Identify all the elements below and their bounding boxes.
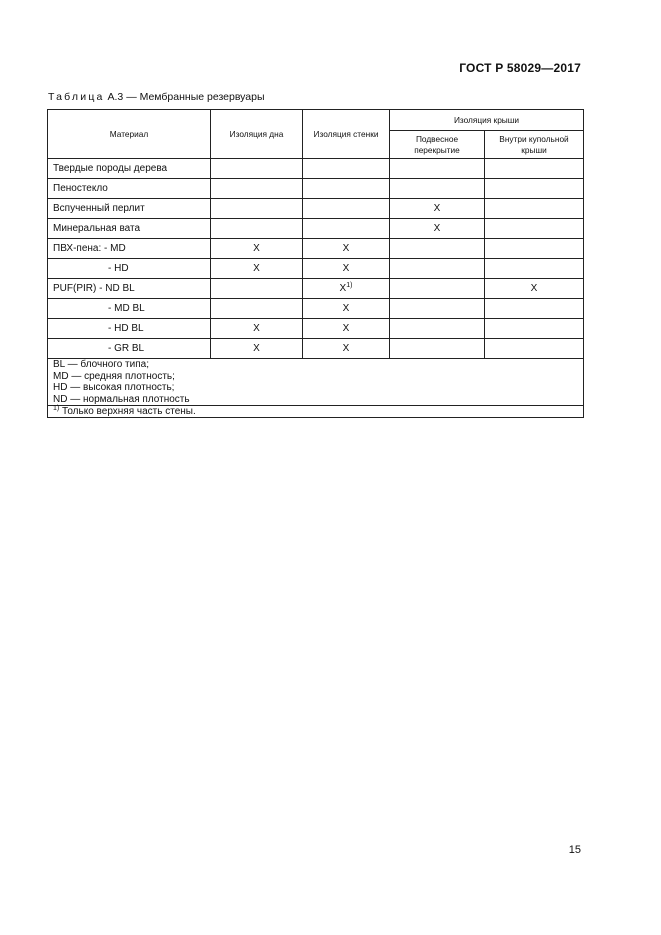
table-row	[48, 239, 584, 259]
cell-wall	[303, 339, 390, 359]
legend-line: HD — высокая плотность;	[53, 382, 175, 393]
caption-title: — Мембранные резервуары	[126, 91, 265, 103]
cell-wall	[303, 279, 390, 299]
cell-wall	[303, 239, 390, 259]
table-row	[48, 319, 584, 339]
footnote-row	[48, 406, 584, 418]
legend-line: MD — средняя плотность;	[53, 370, 175, 382]
cell-suspended	[390, 239, 485, 259]
cell-wall-mark: X	[342, 343, 350, 354]
cell-material: Вспученный перлит	[48, 199, 211, 219]
cell-wall-mark: X	[342, 303, 350, 314]
cell-bottom: X	[211, 319, 303, 339]
standard-code: ГОСТ Р 58029—2017	[459, 61, 581, 75]
cell-suspended	[390, 279, 485, 299]
header-roof-insulation: Изоляция крыши	[390, 110, 584, 131]
cell-material	[48, 319, 211, 339]
cell-suspended	[390, 319, 485, 339]
header-material: Материал	[48, 110, 211, 159]
cell-material	[48, 259, 211, 279]
cell-wall	[303, 319, 390, 339]
cell-bottom	[211, 159, 303, 179]
table-row	[48, 339, 584, 359]
cell-bottom	[211, 299, 303, 319]
table-row	[48, 279, 584, 299]
cell-suspended	[390, 339, 485, 359]
cell-wall	[303, 179, 390, 199]
cell-wall-note: 1)	[346, 282, 353, 289]
header-dome-roof: Внутри купольной крыши	[485, 131, 584, 159]
cell-suspended	[390, 179, 485, 199]
cell-wall	[303, 299, 390, 319]
cell-suspended	[390, 299, 485, 319]
table-caption	[48, 91, 265, 103]
cell-bottom	[211, 199, 303, 219]
legend-cell	[48, 359, 584, 406]
table-row	[48, 159, 584, 179]
cell-material-sub: - HD	[108, 263, 129, 274]
page-number: 15	[568, 844, 581, 856]
legend-line: BL — блочного типа;	[53, 359, 149, 370]
table-row	[48, 219, 584, 239]
cell-wall-mark: X	[339, 283, 347, 294]
membrane-tanks-table	[47, 109, 584, 418]
cell-material-sub: - MD BL	[108, 303, 145, 314]
cell-material: PUF(PIR) - ND BL	[48, 279, 211, 299]
cell-dome	[485, 319, 584, 339]
footnote-text: Только верхняя часть стены.	[59, 406, 196, 417]
cell-dome	[485, 299, 584, 319]
footnote-mark: 1)	[53, 405, 60, 412]
caption-label: Таблица	[48, 91, 105, 103]
table-row	[48, 259, 584, 279]
cell-bottom	[211, 179, 303, 199]
caption-number: А.3	[107, 91, 124, 103]
header-suspended-deck: Подвесное перекрытие	[390, 131, 485, 159]
cell-bottom	[211, 279, 303, 299]
cell-dome: X	[485, 279, 584, 299]
cell-dome	[485, 239, 584, 259]
table-row	[48, 179, 584, 199]
cell-bottom: X	[211, 239, 303, 259]
cell-dome	[485, 179, 584, 199]
cell-dome	[485, 339, 584, 359]
cell-dome	[485, 259, 584, 279]
cell-wall-mark: X	[342, 323, 350, 334]
cell-wall	[303, 219, 390, 239]
cell-bottom: X	[211, 259, 303, 279]
cell-material: Твердые породы дерева	[48, 159, 211, 179]
cell-dome	[485, 219, 584, 239]
cell-bottom	[211, 219, 303, 239]
legend-line: ND — нормальная плотность	[53, 393, 190, 405]
cell-dome	[485, 199, 584, 219]
cell-material: Минеральная вата	[48, 219, 211, 239]
cell-material: Пеностекло	[48, 179, 211, 199]
cell-material-sub: - GR BL	[108, 343, 145, 354]
cell-wall-mark: X	[342, 263, 350, 274]
cell-bottom: X	[211, 339, 303, 359]
cell-material	[48, 299, 211, 319]
cell-material-sub: - HD BL	[108, 323, 144, 334]
cell-suspended	[390, 159, 485, 179]
header-bottom-insulation: Изоляция дна	[211, 110, 303, 159]
footnote-cell	[48, 406, 584, 418]
cell-material: ПВХ-пена: - MD	[48, 239, 211, 259]
cell-dome	[485, 159, 584, 179]
cell-suspended: X	[390, 199, 485, 219]
cell-suspended: X	[390, 219, 485, 239]
cell-material	[48, 339, 211, 359]
cell-wall	[303, 159, 390, 179]
header-wall-insulation: Изоляция стенки	[303, 110, 390, 159]
table-row	[48, 199, 584, 219]
cell-suspended	[390, 259, 485, 279]
table-row	[48, 299, 584, 319]
cell-wall	[303, 199, 390, 219]
legend-row	[48, 359, 584, 406]
cell-wall	[303, 259, 390, 279]
cell-wall-mark: X	[342, 243, 350, 254]
